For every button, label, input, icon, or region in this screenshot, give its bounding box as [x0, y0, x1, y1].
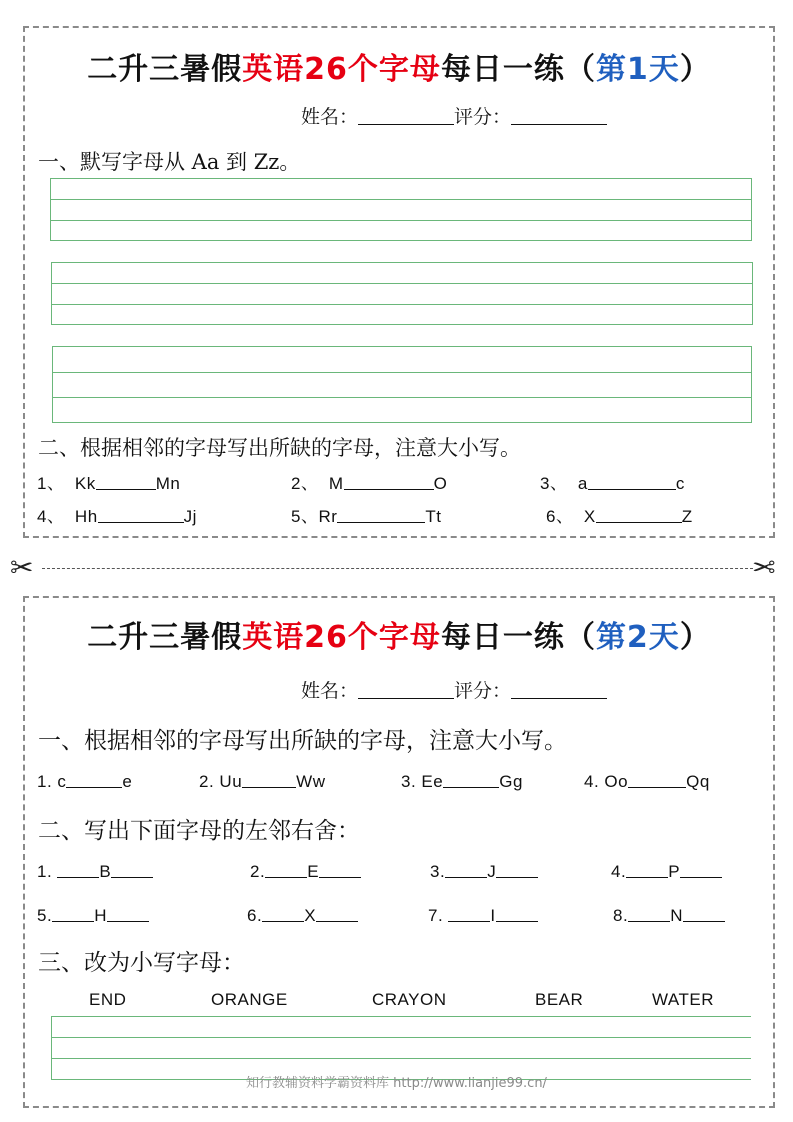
item-letter: H [94, 906, 107, 925]
item-number: 1. [37, 862, 53, 881]
item-left: Kk [74, 474, 96, 493]
right-neighbor-blank[interactable] [680, 862, 722, 878]
page-title [25, 612, 773, 656]
cut-line [42, 568, 753, 569]
item-number: 4. [611, 862, 627, 881]
neighbor-item-4 [611, 862, 722, 882]
answer-blank[interactable] [242, 772, 296, 788]
score-field[interactable] [511, 124, 607, 125]
item-right: Tt [425, 507, 442, 526]
word-5: WATER [652, 990, 714, 1009]
left-neighbor-blank[interactable] [265, 862, 307, 878]
answer-blank[interactable] [596, 507, 682, 523]
fill-item-2 [199, 772, 325, 792]
item-number: 4、 [37, 507, 65, 526]
day-label: 第2天 [595, 620, 680, 655]
answer-blank[interactable] [337, 507, 425, 523]
item-left: Uu [219, 772, 243, 791]
item-number: 3、 [540, 474, 568, 493]
item-right: Mn [155, 474, 181, 493]
title-prefix: 二升三暑假 [87, 52, 243, 87]
item-right: Gg [499, 772, 523, 791]
right-neighbor-blank[interactable] [316, 906, 358, 922]
section-heading-3: 三、改为小写字母： [38, 950, 245, 976]
neighbor-item-6 [247, 906, 358, 926]
item-letter: X [304, 906, 317, 925]
title-suffix: 每日一练 [440, 52, 565, 87]
scissors-icon: ✂ [10, 551, 34, 584]
item-right: Ww [296, 772, 326, 791]
section-heading-2: 二、写出下面字母的左邻右舍： [38, 818, 360, 844]
item-number: 6. [247, 906, 263, 925]
answer-blank[interactable] [344, 474, 434, 490]
item-letter: N [670, 906, 683, 925]
answer-blank[interactable] [66, 772, 122, 788]
answer-blank[interactable] [628, 772, 686, 788]
item-number: 8. [613, 906, 629, 925]
item-left: Oo [604, 772, 629, 791]
item-right: e [122, 772, 133, 791]
item-right: O [433, 474, 448, 493]
neighbor-item-5 [37, 906, 149, 926]
item-left: Rr [318, 507, 338, 526]
footer-watermark: 知行教辅资料学霸资料库 http://www.lianjie99.cn/ [246, 1076, 547, 1091]
score-label: 评分： [454, 680, 512, 702]
day-label: 第1天 [595, 52, 680, 87]
fill-item-4 [584, 772, 710, 792]
answer-blank[interactable] [588, 474, 676, 490]
section-heading-1: 一、根据相邻的字母写出所缺的字母，注意大小写。 [38, 728, 567, 754]
answer-blank[interactable] [443, 772, 499, 788]
score-field[interactable] [511, 698, 607, 699]
item-right: Z [681, 507, 693, 526]
section-heading-1: 一、默写字母从 Aa 到 Zz。 [38, 150, 301, 174]
left-neighbor-blank[interactable] [626, 862, 668, 878]
worksheet-day1 [23, 26, 775, 538]
fill-item-6 [546, 502, 693, 527]
right-neighbor-blank[interactable] [107, 906, 149, 922]
title-paren-close: ） [679, 620, 711, 655]
word-1: END [89, 990, 127, 1009]
fill-item-5 [291, 502, 442, 527]
name-field[interactable] [358, 124, 454, 125]
item-number: 5、 [291, 507, 319, 526]
item-right: Qq [686, 772, 710, 791]
item-number: 7. [428, 906, 444, 925]
title-paren-open: （ [564, 52, 596, 87]
left-neighbor-blank[interactable] [57, 862, 99, 878]
writing-lines-1[interactable] [50, 178, 752, 241]
item-right: c [675, 474, 685, 493]
title-paren-open: （ [564, 620, 596, 655]
item-left: X [583, 507, 596, 526]
item-left: Ee [421, 772, 444, 791]
name-field[interactable] [358, 698, 454, 699]
answer-blank[interactable] [98, 507, 184, 523]
title-suffix: 每日一练 [440, 620, 565, 655]
score-label: 评分： [454, 106, 512, 128]
item-letter: J [487, 862, 497, 881]
fill-item-2 [291, 469, 447, 494]
fill-item-3 [401, 772, 523, 792]
scissors-icon: ✂ [752, 551, 776, 584]
neighbor-item-8 [613, 906, 725, 926]
name-score-bar [301, 102, 607, 129]
section-heading-2: 二、根据相邻的字母写出所缺的字母，注意大小写。 [38, 436, 521, 460]
left-neighbor-blank[interactable] [628, 906, 670, 922]
item-right: Jj [183, 507, 197, 526]
item-left: M [328, 474, 344, 493]
item-letter: P [668, 862, 681, 881]
right-neighbor-blank[interactable] [319, 862, 361, 878]
item-letter: I [490, 906, 496, 925]
item-number: 6、 [546, 507, 574, 526]
neighbor-item-1 [37, 862, 153, 882]
right-neighbor-blank[interactable] [496, 862, 538, 878]
neighbor-item-2 [250, 862, 361, 882]
item-number: 3. [401, 772, 417, 791]
neighbor-item-7 [428, 906, 538, 926]
writing-lines-3[interactable] [52, 346, 752, 423]
item-number: 1. [37, 772, 53, 791]
right-neighbor-blank[interactable] [111, 862, 153, 878]
word-4: BEAR [535, 990, 584, 1009]
item-number: 2. [250, 862, 266, 881]
title-highlight: 英语26个字母 [242, 52, 441, 87]
answer-blank[interactable] [96, 474, 156, 490]
left-neighbor-blank[interactable] [52, 906, 94, 922]
fill-item-1 [37, 772, 132, 792]
title-paren-close: ） [679, 52, 711, 87]
item-left: a [577, 474, 588, 493]
right-neighbor-blank[interactable] [496, 906, 538, 922]
item-letter: B [99, 862, 112, 881]
item-left: Hh [74, 507, 98, 526]
neighbor-item-3 [430, 862, 538, 882]
item-number: 2. [199, 772, 215, 791]
worksheet-day2 [23, 596, 775, 1108]
item-number: 1、 [37, 474, 65, 493]
fill-item-3 [540, 469, 685, 494]
item-number: 5. [37, 906, 53, 925]
name-label: 姓名： [301, 106, 359, 128]
item-letter: E [307, 862, 320, 881]
fill-item-1 [37, 469, 180, 494]
item-left: c [57, 772, 67, 791]
left-neighbor-blank[interactable] [448, 906, 490, 922]
title-prefix: 二升三暑假 [87, 620, 243, 655]
left-neighbor-blank[interactable] [445, 862, 487, 878]
name-score-bar [301, 676, 607, 703]
word-3: CRAYON [372, 990, 447, 1009]
item-number: 3. [430, 862, 446, 881]
item-number: 4. [584, 772, 600, 791]
fill-item-4 [37, 502, 197, 527]
left-neighbor-blank[interactable] [262, 906, 304, 922]
writing-lines-2[interactable] [51, 262, 753, 325]
page-title [25, 44, 773, 88]
right-neighbor-blank[interactable] [683, 906, 725, 922]
title-highlight: 英语26个字母 [242, 620, 441, 655]
word-2: ORANGE [211, 990, 288, 1009]
name-label: 姓名： [301, 680, 359, 702]
item-number: 2、 [291, 474, 319, 493]
writing-lines-words[interactable] [51, 1016, 751, 1080]
